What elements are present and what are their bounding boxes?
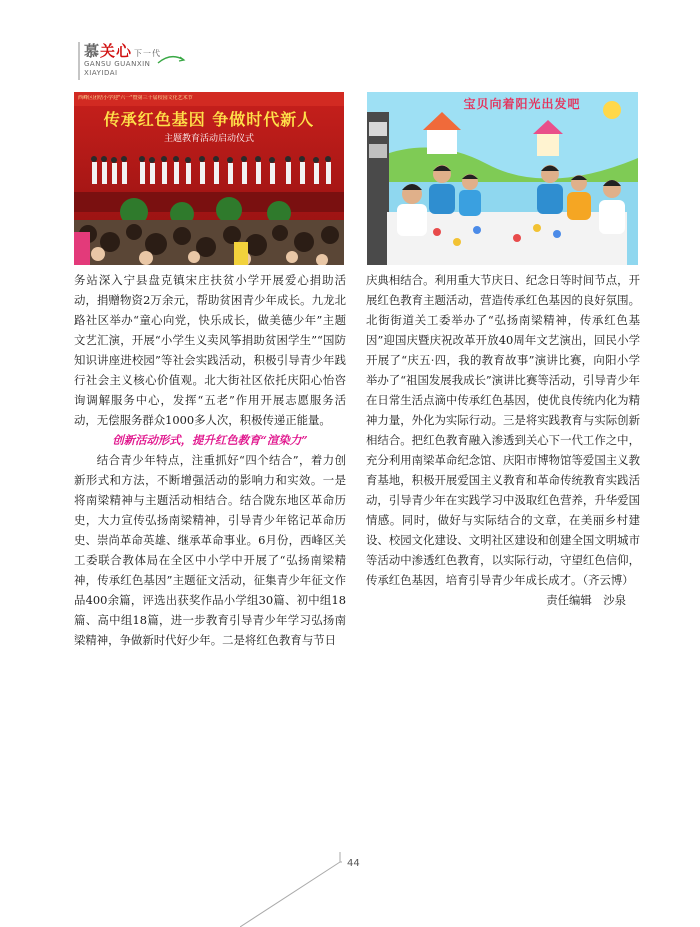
ceremony-banner-main: 传承红色基因 争做时代新人 <box>103 110 315 129</box>
article-column-right <box>366 270 640 610</box>
craft-wall-text: 宝贝向着阳光出发吧 <box>463 97 581 111</box>
logo-arc-icon <box>156 54 186 66</box>
craft-scene <box>367 92 638 265</box>
logo-title <box>84 40 161 61</box>
section-subheading: 创新活动形式，提升红色教育“渲染力” <box>112 433 308 447</box>
left-paragraph-2: 结合青少年特点，注重抓好“四个结合”，着力创新形式和方法，不断增强活动的影响力和实效。一是将南梁精神与主题活动相结合。结合陇东地区革命历史，大力宣传弘扬南梁精神，引导青少年铭记革命历史、崇尚革命英雄、继承革命事业。6月份，西峰区关工委联合教体局在全区中小学中开展了“弘扬南梁精神，传承红色基因”主题征文活动，征集青少年征文作品400余篇，评选出获奖作品小学组30篇、初中组18篇、高中组18篇，进一步教育引导青少年学习弘扬南梁精神，争做新时代好少年。二是将红色教育与节日 <box>74 453 346 647</box>
logo-title-c: 下一代 <box>134 49 162 58</box>
masthead-logo <box>78 40 198 84</box>
craft-activity-photo <box>367 92 638 265</box>
ceremony-banner-top: 西峰区团结小学迎"六一"暨第三十届校园文化艺术节 <box>78 95 193 101</box>
editor-byline: 责任编辑 沙泉 <box>546 593 626 607</box>
article-column-left <box>74 270 346 650</box>
ceremony-banner-sub: 主题教育活动启动仪式 <box>163 134 254 144</box>
logo-subtitle-line1: GANSU GUANXIN <box>84 60 151 68</box>
logo-title-a: 慕 <box>84 42 101 60</box>
footer-decoration <box>240 852 355 927</box>
ceremony-photo <box>74 92 344 265</box>
right-paragraph-1: 庆典相结合。利用重大节庆日、纪念日等时间节点，开展红色教育主题活动，营造传承红色基因的良好氛围。北街街道关工委举办了“弘扬南梁精神，传承红色基因”迎国庆暨庆祝改革开放40周年文艺演出，回民小学开展了“庆五·四，我的教育故事”演讲比赛，向阳小学举办了“祖国发展我成长”演讲比赛等活动，引导青少年在日常生活点滴中传承红色基因，使优良传统内化为精神力量，外化为实际行动。三是将实践教育与实际创新相结合。把红色教育融入渗透到关心下一代工作之中，充分利用南梁革命纪念馆、庆阳市博物馆等爱国主义教育基地，积极开展爱国主义教育和革命传统教育实践活动，引导青少年在实践学习中汲取红色营养，升华爱国情感。同时，做好与实际结合的文章，在美丽乡村建设、校园文化建设、文明社区建设和创建全国文明城市等活动中渗透红色教育，以实际行动，守望红色信仰，传承红色基因，培育引导青少年成长成才。（齐云博） <box>366 273 640 587</box>
logo-subtitle <box>84 60 150 78</box>
logo-title-b: 关心 <box>100 42 133 60</box>
logo-divider <box>78 42 80 80</box>
page-number: 44 <box>347 858 360 869</box>
logo-subtitle-line2: XIAYIDAI <box>84 69 118 77</box>
left-paragraph-1: 务站深入宁县盘克镇宋庄扶贫小学开展爱心捐助活动，捐赠物资2万余元，帮助贫困青少年成长。九龙北路社区举办“童心向党，快乐成长，做美德少年”主题文艺汇演，开展“小学生义卖风筝捐助贫困学生”“国防知识讲座进校园”等社会实践活动，积极引导青少年践行社会主义核心价值观。北大街社区依托庆阳心怡咨询调解服务中心，发挥“五老”作用开展志愿服务活动，无偿服务群众1000多人次，积极传递正能量。 <box>74 273 346 427</box>
